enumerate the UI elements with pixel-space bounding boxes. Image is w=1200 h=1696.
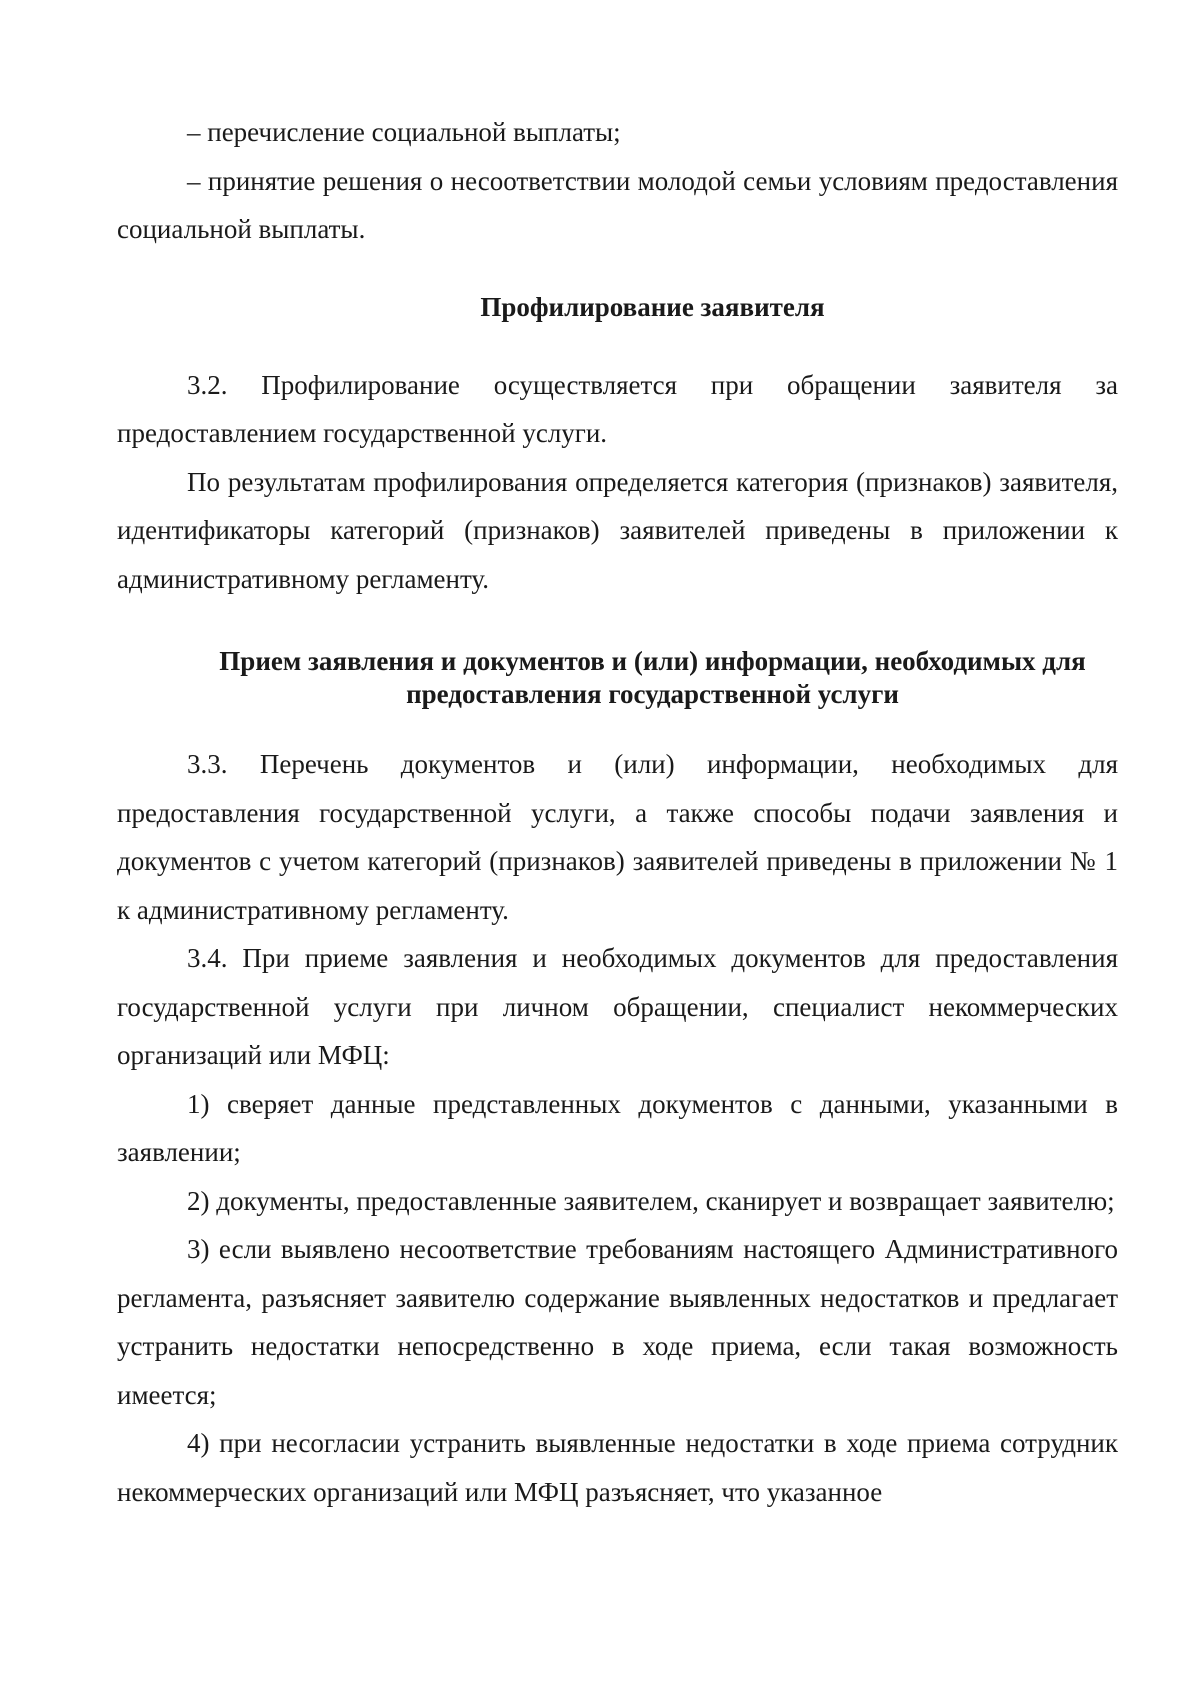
- section-heading-profiling: Профилирование заявителя: [480, 291, 825, 322]
- paragraph-3-2: 3.2. Профилирование осуществляется при обращении заявителя за предоставлением государственной услуги.: [117, 369, 1118, 448]
- paragraph-profiling-results: По результатам профилирования определяется категория (признаков) заявителя, идентификаторы категорий (признаков) заявителей приведены в приложении к административному регламенту.: [117, 466, 1118, 594]
- list-item-payment-transfer: – перечисление социальной выплаты;: [187, 117, 621, 147]
- section-heading-application-intake: Прием заявления и документов и (или) информации, необходимых для предоставления государственной услуги: [219, 646, 1086, 709]
- list-item-1: 1) сверяет данные представленных документов с данными, указанными в заявлении;: [117, 1088, 1118, 1167]
- list-item-2: 2) документы, предоставленные заявителем, сканирует и возвращает заявителю;: [187, 1185, 1115, 1216]
- list-item-nonconformity-decision: – принятие решения о несоответствии молодой семьи условиям предоставления социальной выплаты.: [117, 165, 1118, 244]
- paragraph-3-3: 3.3. Перечень документов и (или) информации, необходимых для предоставления государственной услуги, а также способы подачи заявления и документов с учетом категорий (признаков) заявителей приведены в приложении № 1 к административному регламенту.: [117, 749, 1118, 925]
- paragraph-3-4: 3.4. При приеме заявления и необходимых документов для предоставления государственной услуги при личном обращении, специалист некоммерческих организаций или МФЦ:: [117, 943, 1118, 1070]
- document-body: [117, 108, 1118, 1516]
- list-item-3: 3) если выявлено несоответствие требованиям настоящего Административного регламента, разъясняет заявителю содержание выявленных недостатков и предлагает устранить недостатки непосредственно в ходе приема, если такая возможность имеется;: [117, 1234, 1118, 1410]
- list-item-4: 4) при несогласии устранить выявленные недостатки в ходе приема сотрудник некоммерческих организаций или МФЦ разъясняет, что указанное: [117, 1428, 1118, 1507]
